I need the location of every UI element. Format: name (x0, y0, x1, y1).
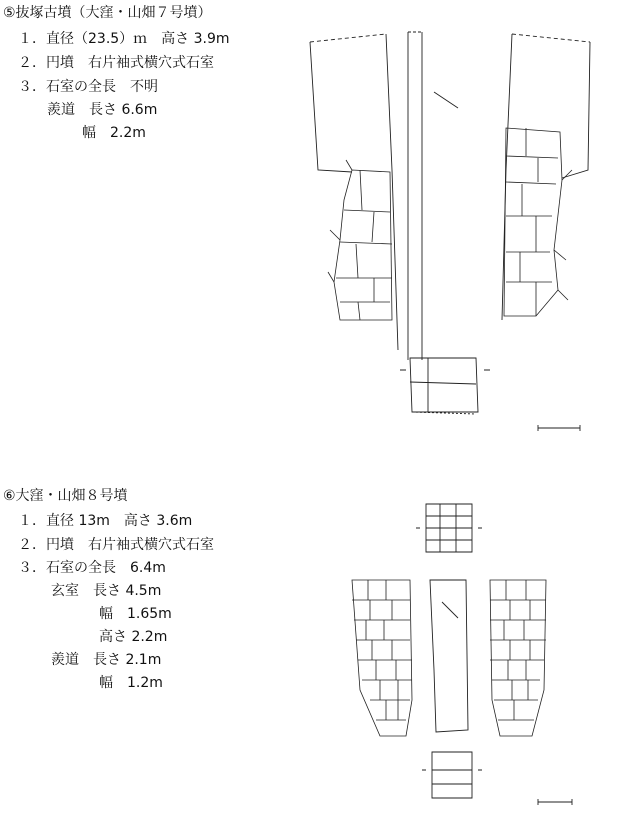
tomb6-chamber-height: 高さ 2.2m (99, 629, 168, 645)
tomb6-passage-width: 幅 1.2m (99, 675, 163, 691)
tomb6-type: ２．円墳 右片袖式横穴式石室 (18, 537, 214, 553)
tomb6-total-length: ３．石室の全長 6.4m (18, 560, 166, 576)
tomb5-entrance-section (400, 358, 490, 414)
tomb6-title: ⑥大窪・山畑８号墳 (3, 488, 128, 504)
tomb5-total-length: ３．石室の全長 不明 (18, 79, 158, 95)
tomb5-scale-bar (538, 425, 580, 431)
tomb6-left-wall-stones (352, 580, 412, 736)
tomb5-diameter-height: １．直径（23.5）ｍ 高さ 3.9m (18, 31, 230, 47)
tomb5-passage-length: 羨道 長さ 6.6m (47, 102, 158, 118)
tomb6-stone-chamber-plan (340, 500, 580, 810)
tomb5-passage-width: 幅 2.2m (82, 125, 146, 141)
tomb6-entrance-section (422, 752, 482, 798)
tomb6-chamber-width: 幅 1.65m (99, 606, 172, 622)
tomb5-left-wall-stones (328, 160, 392, 320)
tomb6-chamber-length: 玄室 長さ 4.5m (51, 583, 162, 599)
tomb5-type: ２．円墳 右片袖式横穴式石室 (18, 55, 214, 71)
tomb5-right-wall-stones (504, 128, 572, 316)
tomb5-stone-chamber-plan (300, 20, 600, 435)
tomb6-diameter-height: １．直径 13m 高さ 3.6m (18, 513, 193, 529)
tomb6-scale-bar (538, 799, 572, 805)
tomb5-title: ⑤抜塚古墳（大窪・山畑７号墳） (3, 5, 212, 21)
tomb6-right-wall-stones (490, 580, 546, 736)
tomb6-top-section (416, 504, 482, 552)
tomb6-passage-length: 羨道 長さ 2.1m (51, 652, 162, 668)
